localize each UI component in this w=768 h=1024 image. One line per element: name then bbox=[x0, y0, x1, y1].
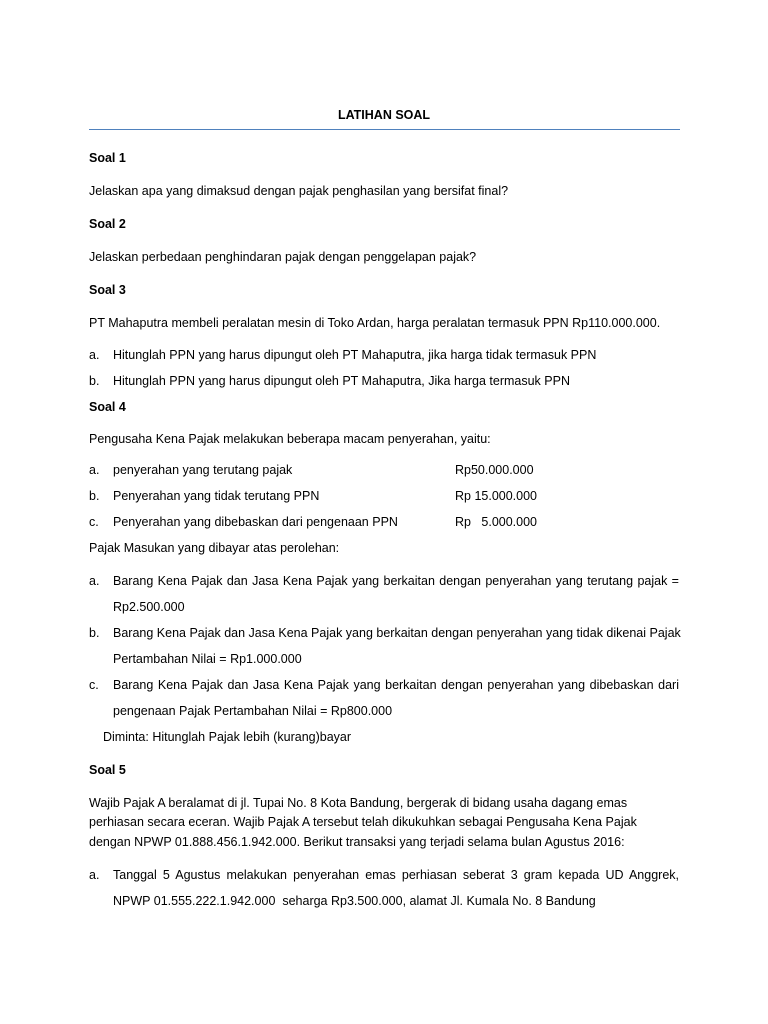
list-label: a. bbox=[89, 574, 100, 588]
list-item: Hitunglah PPN yang harus dipungut oleh PT Mahaputra, Jika harga termasuk PPN bbox=[113, 374, 570, 388]
list-label: c. bbox=[89, 678, 99, 692]
list-item-continuation: pengenaan Pajak Pertambahan Nilai = Rp800.000 bbox=[113, 704, 393, 718]
list-label: b. bbox=[89, 374, 100, 388]
pajak-masukan-intro: Pajak Masukan yang dibayar atas perolehan: bbox=[89, 541, 340, 555]
soal-5-paragraph-line: Wajib Pajak A beralamat di jl. Tupai No. 8 Kota Bandung, bergerak di bidang usaha dagang emas bbox=[89, 796, 628, 810]
list-item-continuation: Pertambahan Nilai = Rp1.000.000 bbox=[113, 652, 302, 666]
soal-2-question: Jelaskan perbedaan penghindaran pajak dengan penggelapan pajak? bbox=[89, 250, 477, 264]
list-label: a. bbox=[89, 348, 100, 362]
list-label: b. bbox=[89, 489, 100, 503]
list-label: c. bbox=[89, 515, 99, 529]
soal-5-paragraph-line: perhiasan secara eceran. Wajib Pajak A tersebut telah dikukuhkan sebagai Pengusaha Kena Pajak bbox=[89, 815, 637, 829]
list-item: Hitunglah PPN yang harus dipungut oleh PT Mahaputra, jika harga tidak termasuk PPN bbox=[113, 348, 597, 362]
list-item-continuation: Rp2.500.000 bbox=[113, 600, 185, 614]
document-title: LATIHAN SOAL bbox=[337, 108, 431, 122]
soal-3-heading: Soal 3 bbox=[89, 283, 126, 297]
list-label: b. bbox=[89, 626, 100, 640]
soal-4-heading: Soal 4 bbox=[89, 400, 126, 414]
list-item-continuation: NPWP 01.555.222.1.942.000 seharga Rp3.500.000, alamat Jl. Kumala No. 8 Bandung bbox=[113, 894, 596, 908]
title-divider bbox=[89, 129, 680, 130]
list-label: a. bbox=[89, 868, 100, 882]
soal-5-paragraph-line: dengan NPWP 01.888.456.1.942.000. Berikut transaksi yang terjadi selama bulan Agustus 2016: bbox=[89, 835, 625, 849]
soal-1-question: Jelaskan apa yang dimaksud dengan pajak penghasilan yang bersifat final? bbox=[89, 184, 509, 198]
list-item: penyerahan yang terutang pajak bbox=[113, 463, 293, 477]
soal-4-intro: Pengusaha Kena Pajak melakukan beberapa macam penyerahan, yaitu: bbox=[89, 432, 491, 446]
soal-3-intro: PT Mahaputra membeli peralatan mesin di Toko Ardan, harga peralatan termasuk PPN Rp110.000.000. bbox=[89, 316, 661, 330]
list-item: Penyerahan yang dibebaskan dari pengenaan PPN bbox=[113, 515, 398, 529]
amount: Rp 15.000.000 bbox=[455, 489, 538, 503]
list-item: Penyerahan yang tidak terutang PPN bbox=[113, 489, 320, 503]
soal-1-heading: Soal 1 bbox=[89, 151, 126, 165]
soal-4-diminta: Diminta: Hitunglah Pajak lebih (kurang)bayar bbox=[103, 730, 352, 744]
amount: Rp50.000.000 bbox=[455, 463, 534, 477]
list-item: Barang Kena Pajak dan Jasa Kena Pajak yang berkaitan dengan penyerahan yang dibebaskan dari bbox=[113, 678, 679, 692]
list-item: Barang Kena Pajak dan Jasa Kena Pajak yang berkaitan dengan penyerahan yang tidak dikenai Pajak bbox=[113, 626, 681, 640]
list-item: Tanggal 5 Agustus melakukan penyerahan emas perhiasan seberat 3 gram kepada UD Anggrek, bbox=[113, 868, 679, 882]
list-label: a. bbox=[89, 463, 100, 477]
soal-5-heading: Soal 5 bbox=[89, 763, 126, 777]
soal-2-heading: Soal 2 bbox=[89, 217, 126, 231]
list-item: Barang Kena Pajak dan Jasa Kena Pajak yang berkaitan dengan penyerahan yang terutang pajak = bbox=[113, 574, 679, 588]
amount: Rp 5.000.000 bbox=[455, 515, 538, 529]
